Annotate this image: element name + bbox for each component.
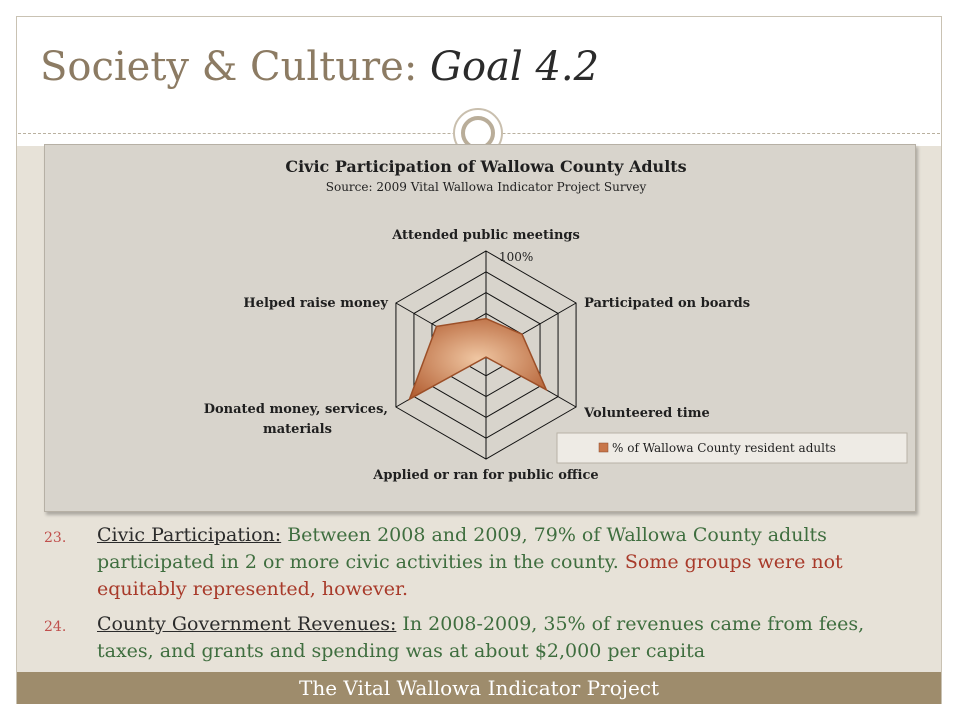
bullet-number: 24. bbox=[44, 619, 67, 635]
slide-title bbox=[40, 44, 599, 90]
radar-category-label: Applied or ran for public office bbox=[373, 468, 599, 483]
bullet-text: In 2008-2009, 35% of revenues came from fees, taxes, and grants and spending was at about $2,000 per capita bbox=[97, 613, 865, 662]
footer-text: The Vital Wallowa Indicator Project bbox=[298, 676, 660, 700]
radial-max-label: 100% bbox=[499, 250, 534, 264]
chart-subtitle: Source: 2009 Vital Wallowa Indicator Project Survey bbox=[325, 180, 647, 194]
bullet-term: Civic Participation: bbox=[97, 524, 282, 546]
chart-title: Civic Participation of Wallowa County Adults bbox=[285, 157, 687, 176]
slide-title-main: Society & Culture: bbox=[40, 44, 431, 90]
radar-series bbox=[409, 319, 546, 400]
radar-category-label: Helped raise money bbox=[243, 296, 388, 311]
radar-category-label: Donated money, services, materials bbox=[203, 402, 388, 437]
chart-legend bbox=[557, 433, 907, 463]
legend-swatch bbox=[599, 443, 608, 452]
radar-chart bbox=[44, 144, 916, 512]
bullet-text-highlight: Some groups were not equitably represented, however. bbox=[97, 551, 843, 600]
bullet-list bbox=[44, 522, 924, 673]
slide-title-goal: Goal 4.2 bbox=[430, 44, 600, 90]
radar-series-area bbox=[409, 319, 546, 400]
bullet-term: County Government Revenues: bbox=[97, 613, 397, 635]
bullet-text: Between 2008 and 2009, 79% of Wallowa County adults participated in 2 or more civic activities in the county. bbox=[97, 524, 827, 573]
radar-chart-svg bbox=[45, 145, 917, 513]
radar-category-label: Volunteered time bbox=[584, 406, 710, 421]
footer-bar bbox=[17, 672, 941, 704]
radar-category-label: Participated on boards bbox=[584, 296, 751, 311]
bullet-item-civic-participation bbox=[44, 522, 924, 603]
radar-category-label: Attended public meetings bbox=[392, 228, 580, 243]
bullet-item-county-revenues bbox=[44, 611, 924, 665]
legend-label: % of Wallowa County resident adults bbox=[612, 441, 836, 455]
bullet-number: 23. bbox=[44, 530, 67, 546]
